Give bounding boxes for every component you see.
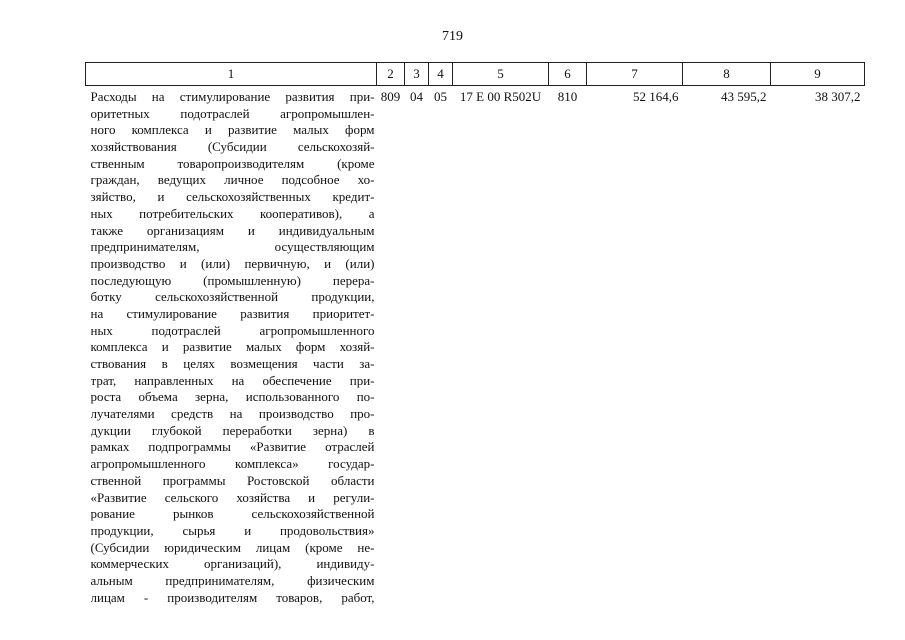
description-cell (86, 86, 377, 607)
description-line: трат, направленных на обеспечение при- (90, 372, 375, 388)
budget-table (85, 62, 865, 606)
description-line: продукции, сырья и продовольствия» (90, 522, 375, 538)
description-line: зяйство, и сельскохозяйственных кредит- (90, 189, 375, 205)
header-cell-7: 7 (587, 63, 683, 86)
description-line: Расходы на стимулирование развития при- (90, 89, 375, 104)
description-line: производство и (или) первичную, и (или) (90, 255, 375, 271)
description-line: ных подотраслей агропромышленного (90, 322, 375, 338)
description-line: предпринимателям, осуществляющим (90, 239, 375, 255)
description-line: граждан, ведущих личное подсобное хо- (90, 172, 375, 188)
description-line: ных потребительских кооперативов), а (90, 205, 375, 221)
ministry-code-cell: 809 (380, 89, 401, 104)
description-line: также организациям и индивидуальным (90, 222, 375, 238)
description-line: лучателями средств на производство про- (90, 406, 375, 422)
description-line: оритетных подотраслей агропромышлен- (90, 105, 375, 121)
description-line: коммерческих организаций), индивиду- (90, 556, 375, 572)
header-cell-4: 4 (429, 63, 453, 86)
description-line: лицам - производителям товаров, работ, (90, 589, 375, 605)
description-line: ного комплекса и развитие малых форм (90, 122, 375, 138)
description-line: хозяйствования (Субсидии сельскохозяй- (90, 139, 375, 155)
page-number: 719 (442, 29, 463, 44)
description-line: на стимулирование развития приоритет- (90, 305, 375, 321)
header-row (86, 63, 865, 86)
description-line: альным предпринимателям, физическим (90, 572, 375, 588)
header-cell-6: 6 (549, 63, 587, 86)
description-line: последующую (промышленную) перера- (90, 272, 375, 288)
expense-type-cell: 810 (557, 89, 578, 104)
description-line: комплекса и развитие малых форм хозяй- (90, 339, 375, 355)
description-line: ственной программы Ростовской области (90, 472, 375, 488)
header-cell-2: 2 (377, 63, 405, 86)
header-cell-9: 9 (771, 63, 865, 86)
table-row (86, 86, 865, 607)
description-line: ботку сельскохозяйственной продукции, (90, 289, 375, 305)
description-line: «Развитие сельского хозяйства и регули- (90, 489, 375, 505)
header-cell-5: 5 (453, 63, 549, 86)
section-code-cell: 04 (410, 89, 423, 104)
header-cell-3: 3 (405, 63, 429, 86)
header-cell-1: 1 (86, 63, 377, 86)
amount-year2-cell: 43 595,2 (721, 89, 767, 104)
description-line: ственным товаропроизводителям (кроме (90, 155, 375, 171)
description-line: рамках подпрограммы «Развитие отраслей (90, 439, 375, 455)
target-article-cell: 17 Е 00 R502U (459, 89, 542, 104)
header-cell-8: 8 (683, 63, 771, 86)
description-line: агропромышленного комплекса» государ- (90, 456, 375, 472)
amount-year1-cell: 52 164,6 (633, 89, 679, 104)
description-line: дукции глубокой переработки зерна) в (90, 422, 375, 438)
description-line: рование рынков сельскохозяйственной (90, 506, 375, 522)
subsection-code-cell: 05 (434, 89, 447, 104)
description-line: роста объема зерна, использованного по- (90, 389, 375, 405)
description-line: (Субсидии юридическим лицам (кроме не- (90, 539, 375, 555)
amount-year3-cell: 38 307,2 (815, 89, 861, 104)
description-line: ствования в целях возмещения части за- (90, 356, 375, 371)
